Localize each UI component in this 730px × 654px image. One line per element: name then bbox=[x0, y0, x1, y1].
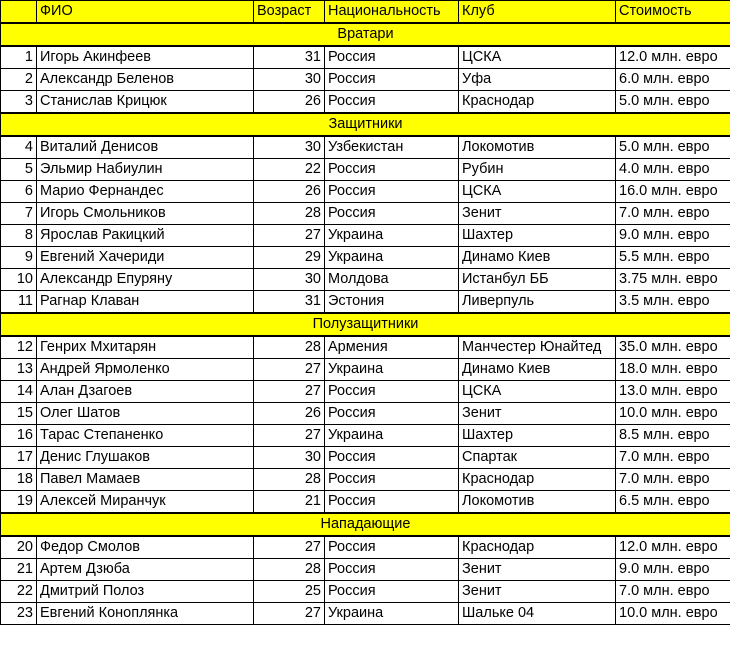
cell-name: Андрей Ярмоленко bbox=[37, 359, 254, 381]
table-row bbox=[1, 469, 730, 491]
cell-age: 27 bbox=[254, 603, 325, 625]
cell-age: 31 bbox=[254, 291, 325, 314]
cell-name: Александр Епуряну bbox=[37, 269, 254, 291]
cell-name: Евгений Хачериди bbox=[37, 247, 254, 269]
cell-num: 17 bbox=[1, 447, 37, 469]
cell-cost: 8.5 млн. евро bbox=[616, 425, 730, 447]
cell-nationality: Эстония bbox=[325, 291, 459, 314]
cell-name: Денис Глушаков bbox=[37, 447, 254, 469]
cell-club: Локомотив bbox=[459, 136, 616, 159]
section-title: Вратари bbox=[1, 23, 730, 46]
cell-num: 11 bbox=[1, 291, 37, 314]
cell-club: Манчестер Юнайтед bbox=[459, 336, 616, 359]
cell-age: 27 bbox=[254, 225, 325, 247]
section-title: Защитники bbox=[1, 113, 730, 136]
cell-nationality: Россия bbox=[325, 69, 459, 91]
cell-num: 23 bbox=[1, 603, 37, 625]
cell-age: 26 bbox=[254, 91, 325, 114]
cell-nationality: Россия bbox=[325, 536, 459, 559]
cell-name: Олег Шатов bbox=[37, 403, 254, 425]
cell-num: 13 bbox=[1, 359, 37, 381]
cell-num: 19 bbox=[1, 491, 37, 514]
cell-club: Динамо Киев bbox=[459, 359, 616, 381]
header-club: Клуб bbox=[459, 1, 616, 24]
table-row bbox=[1, 269, 730, 291]
cell-cost: 7.0 млн. евро bbox=[616, 447, 730, 469]
cell-nationality: Россия bbox=[325, 203, 459, 225]
table-row bbox=[1, 359, 730, 381]
cell-age: 27 bbox=[254, 381, 325, 403]
table-row bbox=[1, 181, 730, 203]
cell-cost: 12.0 млн. евро bbox=[616, 536, 730, 559]
cell-club: Зенит bbox=[459, 581, 616, 603]
cell-cost: 4.0 млн. евро bbox=[616, 159, 730, 181]
cell-nationality: Россия bbox=[325, 469, 459, 491]
cell-num: 8 bbox=[1, 225, 37, 247]
header-cost: Стоимость bbox=[616, 1, 730, 24]
cell-age: 31 bbox=[254, 46, 325, 69]
table-row bbox=[1, 581, 730, 603]
cell-name: Виталий Денисов bbox=[37, 136, 254, 159]
cell-nationality: Россия bbox=[325, 491, 459, 514]
section-row bbox=[1, 113, 730, 136]
table-row bbox=[1, 491, 730, 514]
cell-cost: 5.0 млн. евро bbox=[616, 91, 730, 114]
cell-cost: 3.5 млн. евро bbox=[616, 291, 730, 314]
table-row bbox=[1, 247, 730, 269]
cell-club: Шальке 04 bbox=[459, 603, 616, 625]
cell-age: 27 bbox=[254, 536, 325, 559]
cell-num: 15 bbox=[1, 403, 37, 425]
cell-club: ЦСКА bbox=[459, 46, 616, 69]
cell-age: 26 bbox=[254, 403, 325, 425]
cell-age: 27 bbox=[254, 425, 325, 447]
cell-num: 1 bbox=[1, 46, 37, 69]
section-title: Нападающие bbox=[1, 513, 730, 536]
cell-club: Локомотив bbox=[459, 491, 616, 514]
table-row bbox=[1, 291, 730, 314]
header-age: Возраст bbox=[254, 1, 325, 24]
table-row bbox=[1, 136, 730, 159]
cell-cost: 3.75 млн. евро bbox=[616, 269, 730, 291]
cell-cost: 7.0 млн. евро bbox=[616, 469, 730, 491]
cell-nationality: Украина bbox=[325, 425, 459, 447]
cell-name: Ярослав Ракицкий bbox=[37, 225, 254, 247]
cell-num: 6 bbox=[1, 181, 37, 203]
section-row bbox=[1, 513, 730, 536]
table-row bbox=[1, 159, 730, 181]
cell-name: Генрих Мхитарян bbox=[37, 336, 254, 359]
table-row bbox=[1, 225, 730, 247]
cell-nationality: Россия bbox=[325, 159, 459, 181]
cell-nationality: Россия bbox=[325, 403, 459, 425]
cell-name: Артем Дзюба bbox=[37, 559, 254, 581]
cell-age: 28 bbox=[254, 559, 325, 581]
cell-num: 16 bbox=[1, 425, 37, 447]
cell-cost: 7.0 млн. евро bbox=[616, 581, 730, 603]
table-row bbox=[1, 447, 730, 469]
cell-nationality: Россия bbox=[325, 46, 459, 69]
cell-age: 28 bbox=[254, 203, 325, 225]
table-row bbox=[1, 46, 730, 69]
cell-club: Шахтер bbox=[459, 225, 616, 247]
cell-cost: 7.0 млн. евро bbox=[616, 203, 730, 225]
cell-num: 2 bbox=[1, 69, 37, 91]
cell-club: Рубин bbox=[459, 159, 616, 181]
cell-nationality: Украина bbox=[325, 247, 459, 269]
cell-nationality: Россия bbox=[325, 91, 459, 114]
cell-age: 28 bbox=[254, 336, 325, 359]
cell-name: Федор Смолов bbox=[37, 536, 254, 559]
cell-nationality: Молдова bbox=[325, 269, 459, 291]
cell-age: 30 bbox=[254, 136, 325, 159]
cell-name: Рагнар Клаван bbox=[37, 291, 254, 314]
cell-age: 21 bbox=[254, 491, 325, 514]
cell-age: 30 bbox=[254, 447, 325, 469]
cell-age: 27 bbox=[254, 359, 325, 381]
header-nationality: Национальность bbox=[325, 1, 459, 24]
cell-cost: 13.0 млн. евро bbox=[616, 381, 730, 403]
table-row bbox=[1, 91, 730, 114]
cell-num: 20 bbox=[1, 536, 37, 559]
cell-age: 22 bbox=[254, 159, 325, 181]
cell-nationality: Россия bbox=[325, 181, 459, 203]
cell-name: Эльмир Набиулин bbox=[37, 159, 254, 181]
cell-age: 28 bbox=[254, 469, 325, 491]
cell-num: 7 bbox=[1, 203, 37, 225]
cell-num: 18 bbox=[1, 469, 37, 491]
cell-age: 25 bbox=[254, 581, 325, 603]
cell-name: Дмитрий Полоз bbox=[37, 581, 254, 603]
cell-cost: 16.0 млн. евро bbox=[616, 181, 730, 203]
cell-club: Краснодар bbox=[459, 536, 616, 559]
cell-club: Зенит bbox=[459, 559, 616, 581]
cell-name: Евгений Коноплянка bbox=[37, 603, 254, 625]
header-row bbox=[1, 1, 730, 24]
cell-nationality: Украина bbox=[325, 603, 459, 625]
table-row bbox=[1, 381, 730, 403]
cell-age: 26 bbox=[254, 181, 325, 203]
cell-num: 4 bbox=[1, 136, 37, 159]
cell-num: 3 bbox=[1, 91, 37, 114]
table-row bbox=[1, 603, 730, 625]
cell-cost: 10.0 млн. евро bbox=[616, 603, 730, 625]
cell-age: 30 bbox=[254, 269, 325, 291]
cell-name: Игорь Смольников bbox=[37, 203, 254, 225]
table-row bbox=[1, 559, 730, 581]
header-name: ФИО bbox=[37, 1, 254, 24]
cell-cost: 10.0 млн. евро bbox=[616, 403, 730, 425]
cell-num: 12 bbox=[1, 336, 37, 359]
table-body bbox=[1, 23, 730, 625]
cell-cost: 9.0 млн. евро bbox=[616, 559, 730, 581]
cell-num: 21 bbox=[1, 559, 37, 581]
cell-num: 22 bbox=[1, 581, 37, 603]
cell-name: Александр Беленов bbox=[37, 69, 254, 91]
cell-club: Спартак bbox=[459, 447, 616, 469]
cell-nationality: Россия bbox=[325, 447, 459, 469]
cell-nationality: Украина bbox=[325, 225, 459, 247]
cell-club: Зенит bbox=[459, 403, 616, 425]
cell-club: Динамо Киев bbox=[459, 247, 616, 269]
cell-club: ЦСКА bbox=[459, 381, 616, 403]
table-row bbox=[1, 425, 730, 447]
table-row bbox=[1, 403, 730, 425]
cell-club: Ливерпуль bbox=[459, 291, 616, 314]
cell-club: ЦСКА bbox=[459, 181, 616, 203]
cell-cost: 18.0 млн. евро bbox=[616, 359, 730, 381]
cell-club: Краснодар bbox=[459, 469, 616, 491]
cell-club: Уфа bbox=[459, 69, 616, 91]
cell-cost: 5.0 млн. евро bbox=[616, 136, 730, 159]
cell-cost: 35.0 млн. евро bbox=[616, 336, 730, 359]
cell-cost: 12.0 млн. евро bbox=[616, 46, 730, 69]
table-row bbox=[1, 69, 730, 91]
cell-nationality: Узбекистан bbox=[325, 136, 459, 159]
table-row bbox=[1, 536, 730, 559]
cell-club: Зенит bbox=[459, 203, 616, 225]
cell-nationality: Россия bbox=[325, 381, 459, 403]
cell-num: 14 bbox=[1, 381, 37, 403]
cell-name: Тарас Степаненко bbox=[37, 425, 254, 447]
cell-cost: 5.5 млн. евро bbox=[616, 247, 730, 269]
cell-nationality: Россия bbox=[325, 559, 459, 581]
cell-nationality: Россия bbox=[325, 581, 459, 603]
cell-name: Станислав Крицюк bbox=[37, 91, 254, 114]
cell-name: Алексей Миранчук bbox=[37, 491, 254, 514]
cell-cost: 6.0 млн. евро bbox=[616, 69, 730, 91]
cell-name: Павел Мамаев bbox=[37, 469, 254, 491]
section-row bbox=[1, 313, 730, 336]
cell-name: Алан Дзагоев bbox=[37, 381, 254, 403]
table-row bbox=[1, 203, 730, 225]
cell-club: Шахтер bbox=[459, 425, 616, 447]
cell-num: 5 bbox=[1, 159, 37, 181]
cell-club: Краснодар bbox=[459, 91, 616, 114]
cell-cost: 6.5 млн. евро bbox=[616, 491, 730, 514]
cell-num: 10 bbox=[1, 269, 37, 291]
cell-age: 29 bbox=[254, 247, 325, 269]
cell-num: 9 bbox=[1, 247, 37, 269]
cell-club: Истанбул ББ bbox=[459, 269, 616, 291]
cell-age: 30 bbox=[254, 69, 325, 91]
cell-cost: 9.0 млн. евро bbox=[616, 225, 730, 247]
header-num bbox=[1, 1, 37, 24]
cell-nationality: Украина bbox=[325, 359, 459, 381]
cell-nationality: Армения bbox=[325, 336, 459, 359]
cell-name: Марио Фернандес bbox=[37, 181, 254, 203]
table-row bbox=[1, 336, 730, 359]
section-row bbox=[1, 23, 730, 46]
section-title: Полузащитники bbox=[1, 313, 730, 336]
cell-name: Игорь Акинфеев bbox=[37, 46, 254, 69]
